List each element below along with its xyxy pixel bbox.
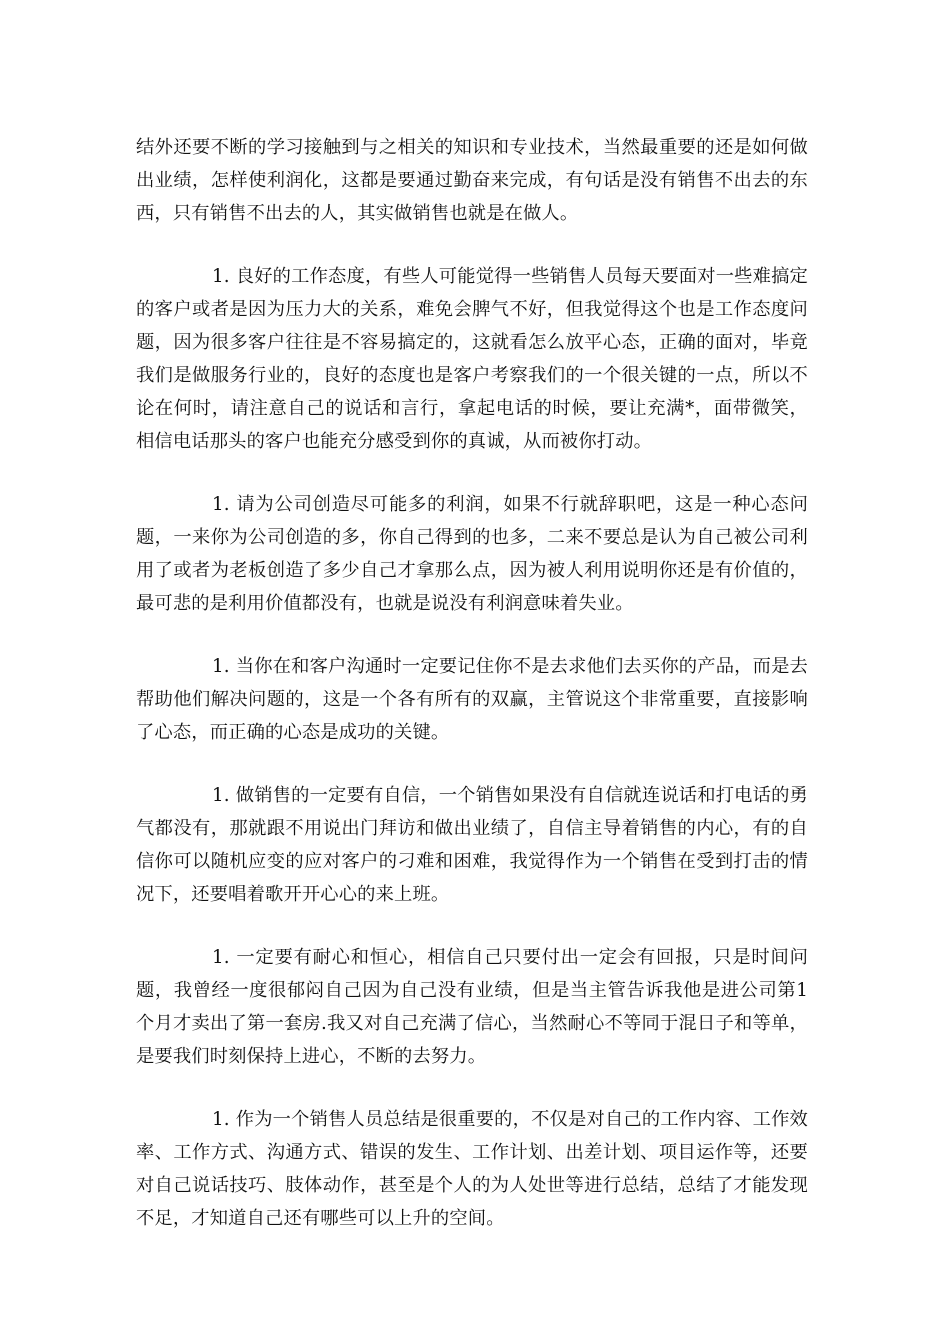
list-item-create-profit: 1. 请为公司创造尽可能多的利润，如果不行就辞职吧，这是一种心态问题，一来你为公司创造的多，你自己得到的也多，二来不要总是认为自己被公司利用了或者为老板创造了多少自己才拿那么点，因为被人利用说明你还是有价值的，最可悲的是利用价值都没有，也就是说没有利润意味着失业。: [136, 494, 808, 614]
list-item-confidence: 1. 做销售的一定要有自信，一个销售如果没有自信就连说话和打电话的勇气都没有，那就跟不用说出门拜访和做出业绩了，自信主导着销售的内心，有的自信你可以随机应变的应对客户的刁难和困难，我觉得作为一个销售在受到打击的情况下，还要唱着歌开开心心的来上班。: [136, 785, 808, 905]
list-item-work-attitude: 1. 良好的工作态度，有些人可能觉得一些销售人员每天要面对一些难搞定的客户或者是因为压力大的关系，难免会脾气不好，但我觉得这个也是工作态度问题，因为很多客户往往是不容易搞定的，这就看怎么放平心态，正确的面对，毕竟我们是做服务行业的，良好的态度也是客户考察我们的一个很关键的一点，所以不论在何时，请注意自己的说话和言行，拿起电话的时候，要让充满*，面带微笑，相信电话那头的客户也能充分感受到你的真诚，从而被你打动。: [136, 266, 808, 452]
list-item-customer-communication: 1. 当你在和客户沟通时一定要记住你不是去求他们去买你的产品，而是去帮助他们解决问题的，这是一个各有所有的双赢，主管说这个非常重要，直接影响了心态，而正确的心态是成功的关键。: [136, 656, 808, 743]
document-body: [136, 131, 808, 1265]
list-item-patience: 1. 一定要有耐心和恒心，相信自己只要付出一定会有回报，只是时间问题，我曾经一度很郁闷自己因为自己没有业绩，但是当主管告诉我他是进公司第1个月才卖出了第一套房.我又对自己充满了信心，当然耐心不等同于混日子和等单，是要我们时刻保持上进心，不断的去努力。: [136, 947, 808, 1067]
list-item-summary: 1. 作为一个销售人员总结是很重要的，不仅是对自己的工作内容、工作效率、工作方式、沟通方式、错误的发生、工作计划、出差计划、项目运作等，还要对自己说话技巧、肢体动作，甚至是个人的为人处世等进行总结，总结了才能发现不足，才知道自己还有哪些可以上升的空间。: [136, 1109, 808, 1229]
intro-paragraph: 结外还要不断的学习接触到与之相关的知识和专业技术，当然最重要的还是如何做出业绩，怎样使利润化，这都是要通过勤奋来完成，有句话是没有销售不出去的东西，只有销售不出去的人，其实做销售也就是在做人。: [136, 137, 808, 224]
